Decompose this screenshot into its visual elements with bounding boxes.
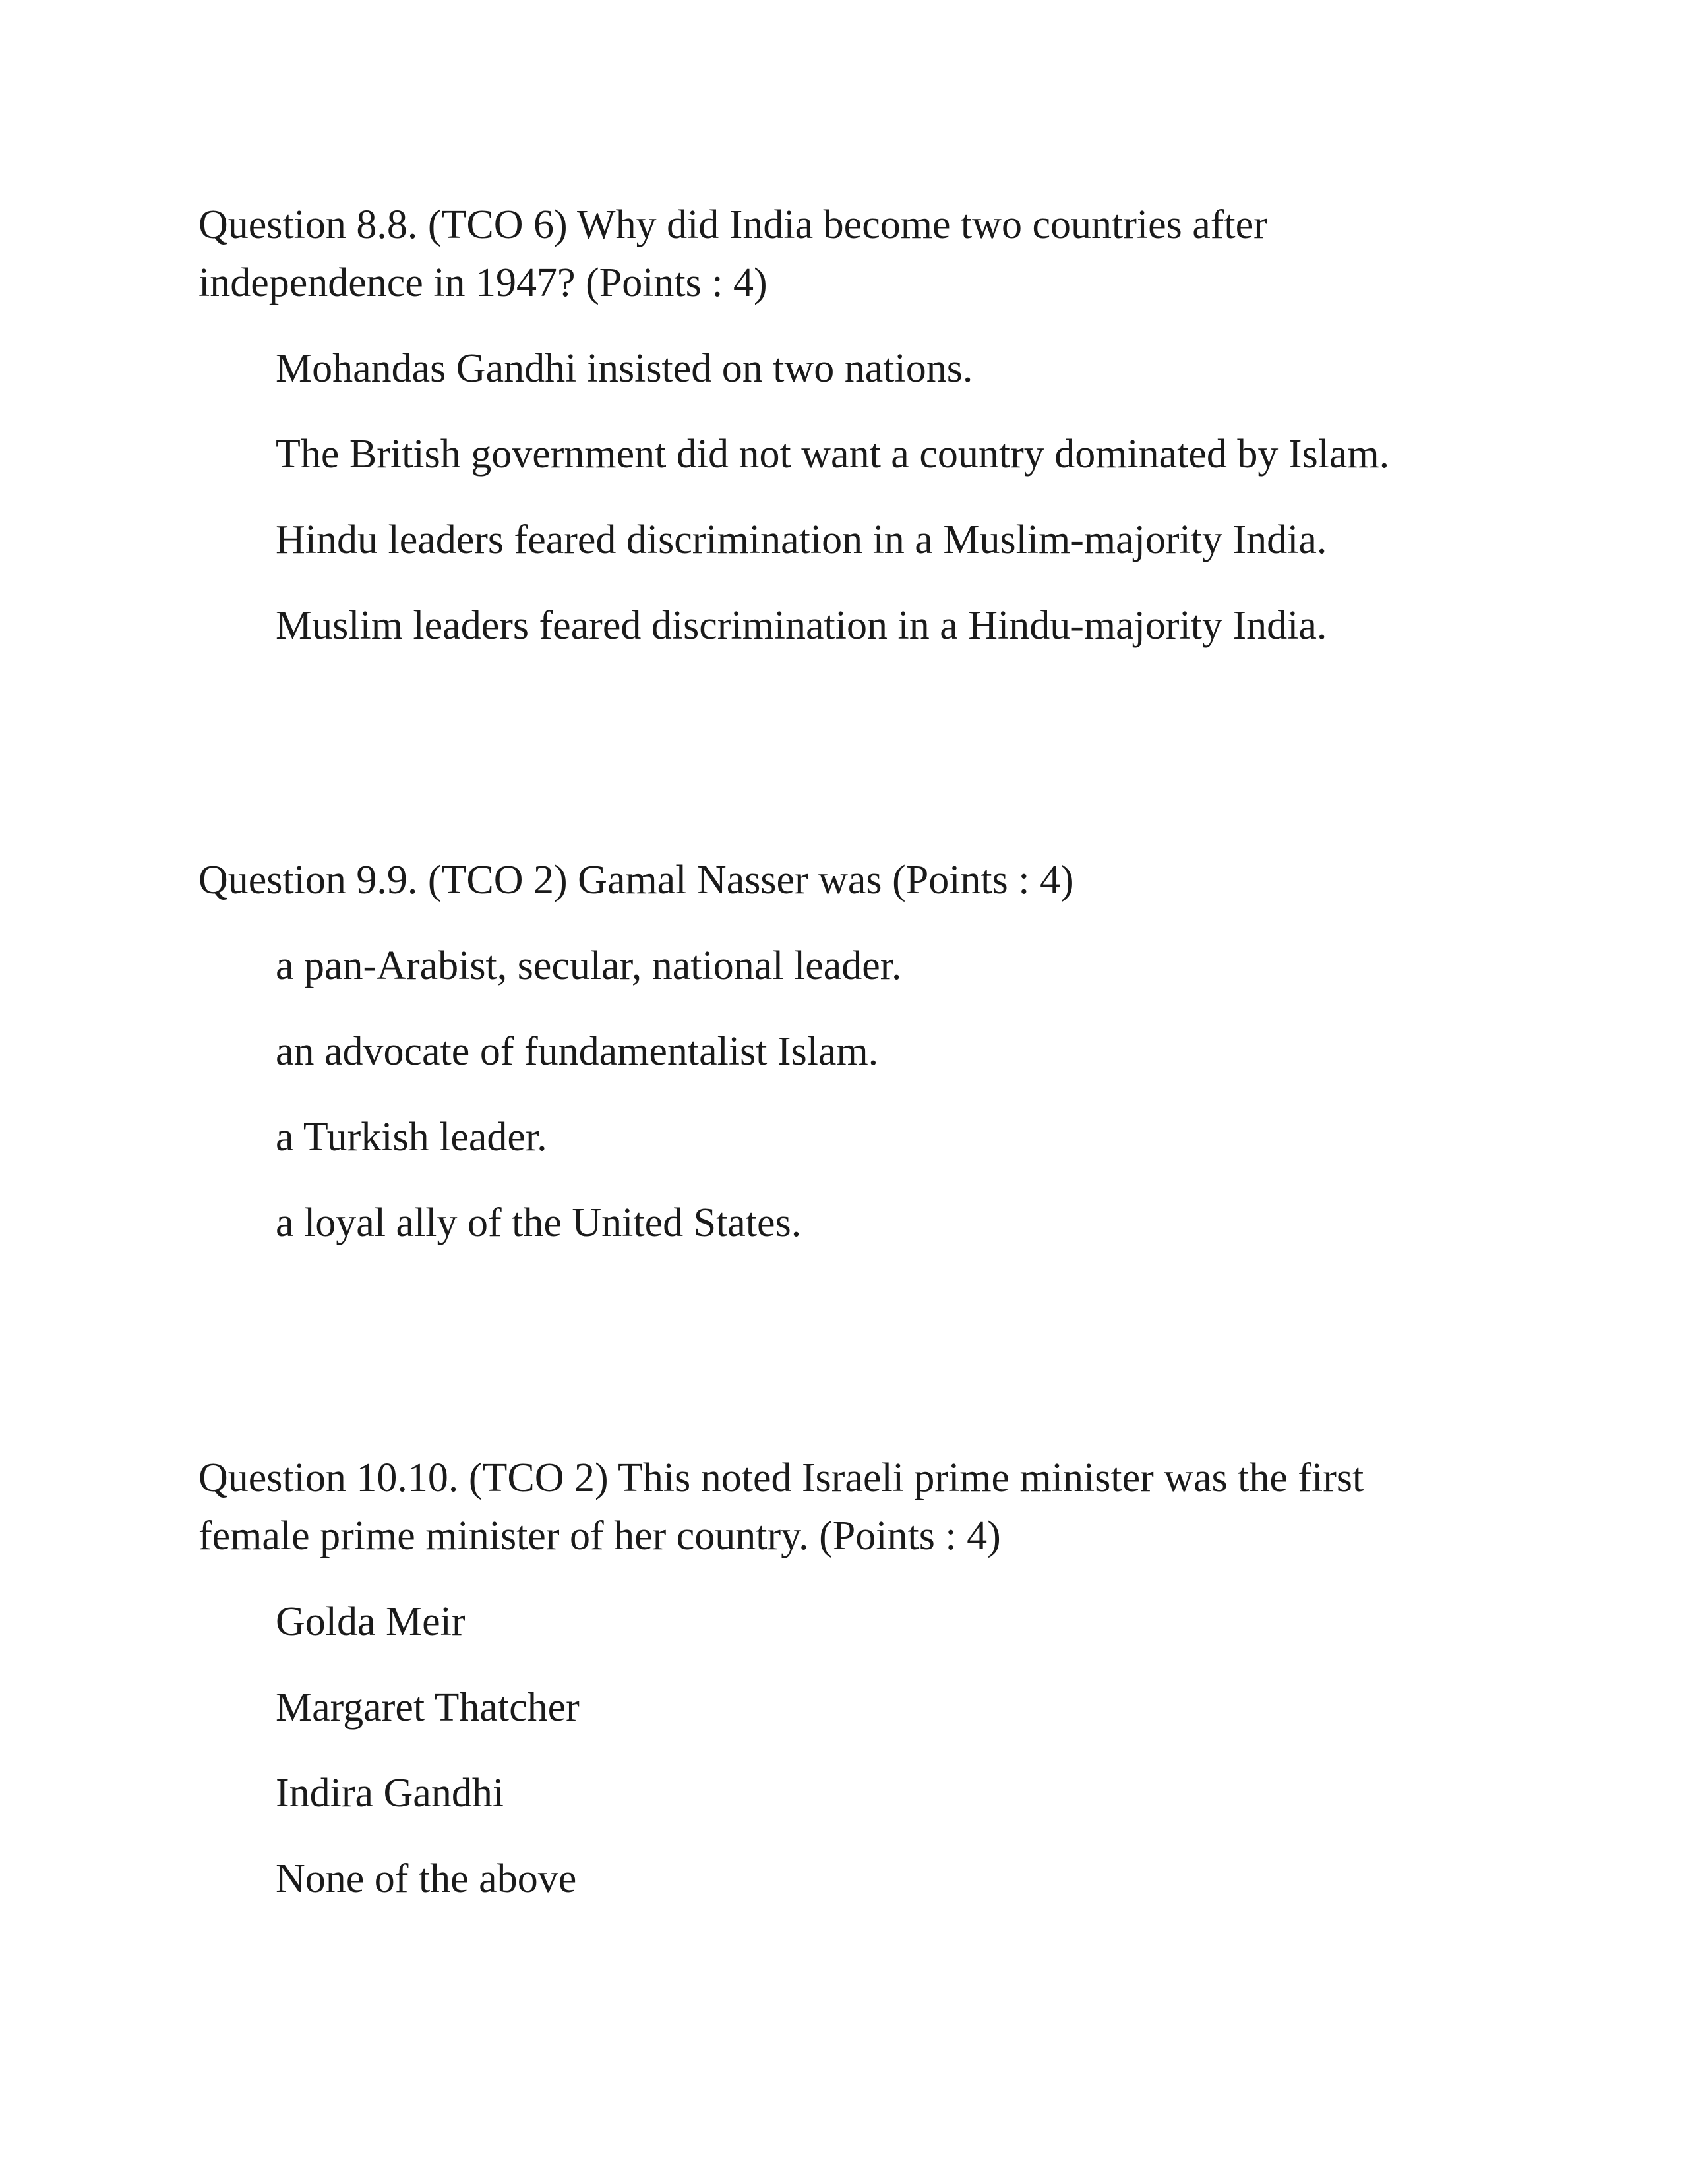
question-9 xyxy=(198,851,1517,1252)
answer-options xyxy=(198,937,1517,1252)
question-prompt-line: Question 8.8. (TCO 6) Why did India become two countries after xyxy=(198,202,1267,247)
question-prompt-line: independence in 1947? (Points : 4) xyxy=(198,260,768,305)
answer-option[interactable]: Golda Meir xyxy=(276,1599,466,1644)
answer-options xyxy=(198,1593,1517,1908)
answer-option[interactable]: The British government did not want a country dominated by Islam. xyxy=(276,432,1390,477)
question-prompt-line: female prime minister of her country. (Points : 4) xyxy=(198,1514,1001,1558)
question-prompt-line: Question 9.9. (TCO 2) Gamal Nasser was (Points : 4) xyxy=(198,858,1074,902)
question-prompt xyxy=(198,196,1517,312)
answer-option[interactable]: Mohandas Gandhi insisted on two nations. xyxy=(276,346,973,391)
answer-options xyxy=(198,339,1517,655)
question-prompt xyxy=(198,1449,1517,1565)
answer-option[interactable]: a pan-Arabist, secular, national leader. xyxy=(276,943,902,988)
answer-option[interactable]: a Turkish leader. xyxy=(276,1115,547,1160)
answer-option[interactable]: Indira Gandhi xyxy=(276,1771,504,1815)
question-prompt xyxy=(198,851,1517,909)
answer-option[interactable]: Margaret Thatcher xyxy=(276,1685,580,1730)
answer-option[interactable]: Muslim leaders feared discrimination in a Hindu-majority India. xyxy=(276,603,1327,648)
answer-option[interactable]: None of the above xyxy=(276,1856,577,1901)
question-prompt-line: Question 10.10. (TCO 2) This noted Israeli prime minister was the first xyxy=(198,1456,1364,1500)
answer-option[interactable]: Hindu leaders feared discrimination in a Muslim-majority India. xyxy=(276,517,1327,562)
answer-option[interactable]: an advocate of fundamentalist Islam. xyxy=(276,1029,879,1074)
answer-option[interactable]: a loyal ally of the United States. xyxy=(276,1200,802,1245)
question-10 xyxy=(198,1449,1517,1908)
question-8 xyxy=(198,196,1517,655)
